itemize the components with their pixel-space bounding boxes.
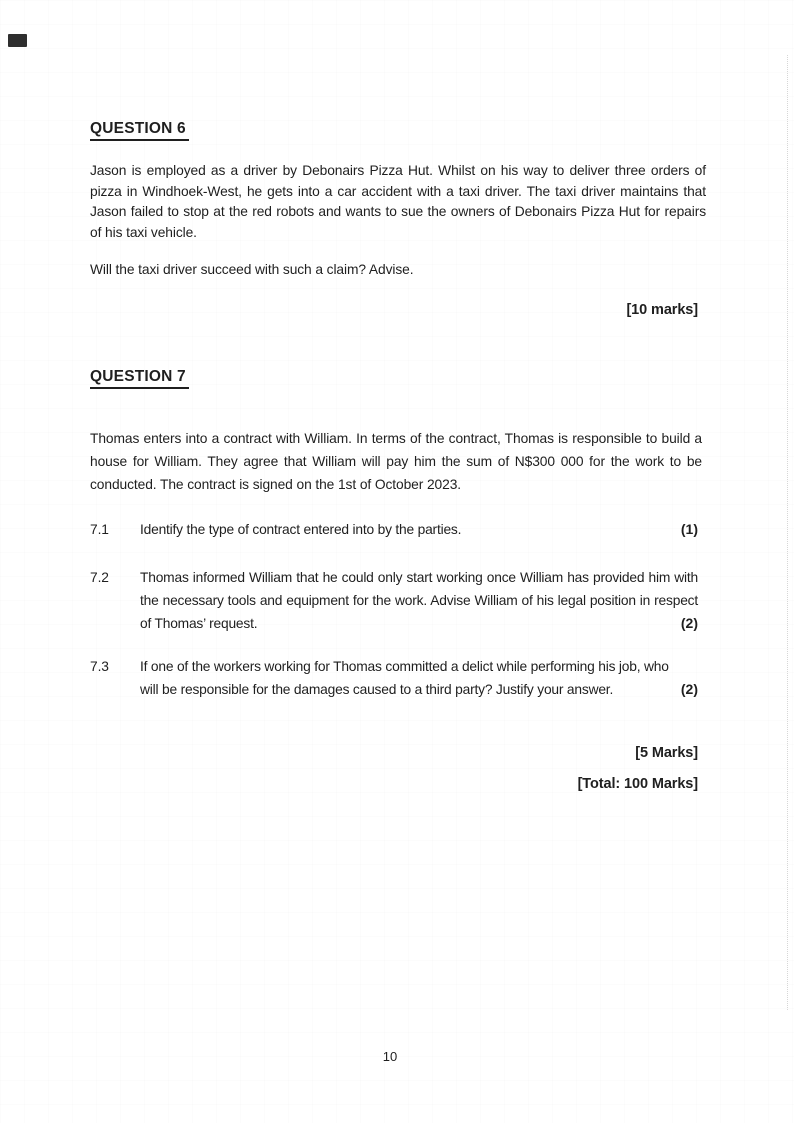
question7-scenario-paragraph: Thomas enters into a contract with William. In terms of the contract, Thomas is responsible to build a house for William. They agree that William will pay him the sum of N$300 000 for the work to be conducted. The contract is signed on the 1st of October 2023. [90,431,702,492]
question6-task-line: Will the taxi driver succeed with such a claim? Advise. [90,262,414,277]
question6-heading-text: QUESTION 6 [90,120,189,141]
scan-edge-dotted-line [787,55,788,1010]
question7-item-7-2 [90,566,698,635]
item-text: Identify the type of contract entered into by the parties. [140,522,462,537]
item-text: Thomas informed William that he could only start working once William has provided him with the necessary tools and equipment for the work. Advise William of his legal position in respect of Thomas’ request. [140,570,698,631]
question6-heading [90,120,189,141]
question6-scenario-paragraph: Jason is employed as a driver by Debonairs Pizza Hut. Whilst on his way to deliver three orders of pizza in Windhoek-West, he gets into a car accident with a taxi driver. The taxi driver maintains that Jason failed to stop at the red robots and wants to sue the owners of Debonairs Pizza Hut for repairs of his taxi vehicle. [90,163,706,240]
item-marks: (2) [680,681,698,697]
question7-item-7-3 [90,655,698,701]
page-number: 10 [382,1049,398,1064]
total-marks: [Total: 100 Marks] [577,776,698,792]
question7-item-7-1 [90,518,698,541]
item-marks: (2) [680,615,698,631]
item-marks: (1) [680,521,698,537]
question7-section-marks: [5 Marks] [635,745,698,761]
question6-marks: [10 marks] [626,302,698,318]
item-text: If one of the workers working for Thomas committed a delict while performing his job, who will be responsible for the damages caused to a third party? Justify your answer. [140,659,669,697]
question7-heading-text: QUESTION 7 [90,368,189,389]
item-number: 7.3 [90,659,109,674]
question7-heading [90,368,189,389]
item-number: 7.1 [90,522,109,537]
item-number: 7.2 [90,570,109,585]
scan-artifact-mark [8,34,27,47]
